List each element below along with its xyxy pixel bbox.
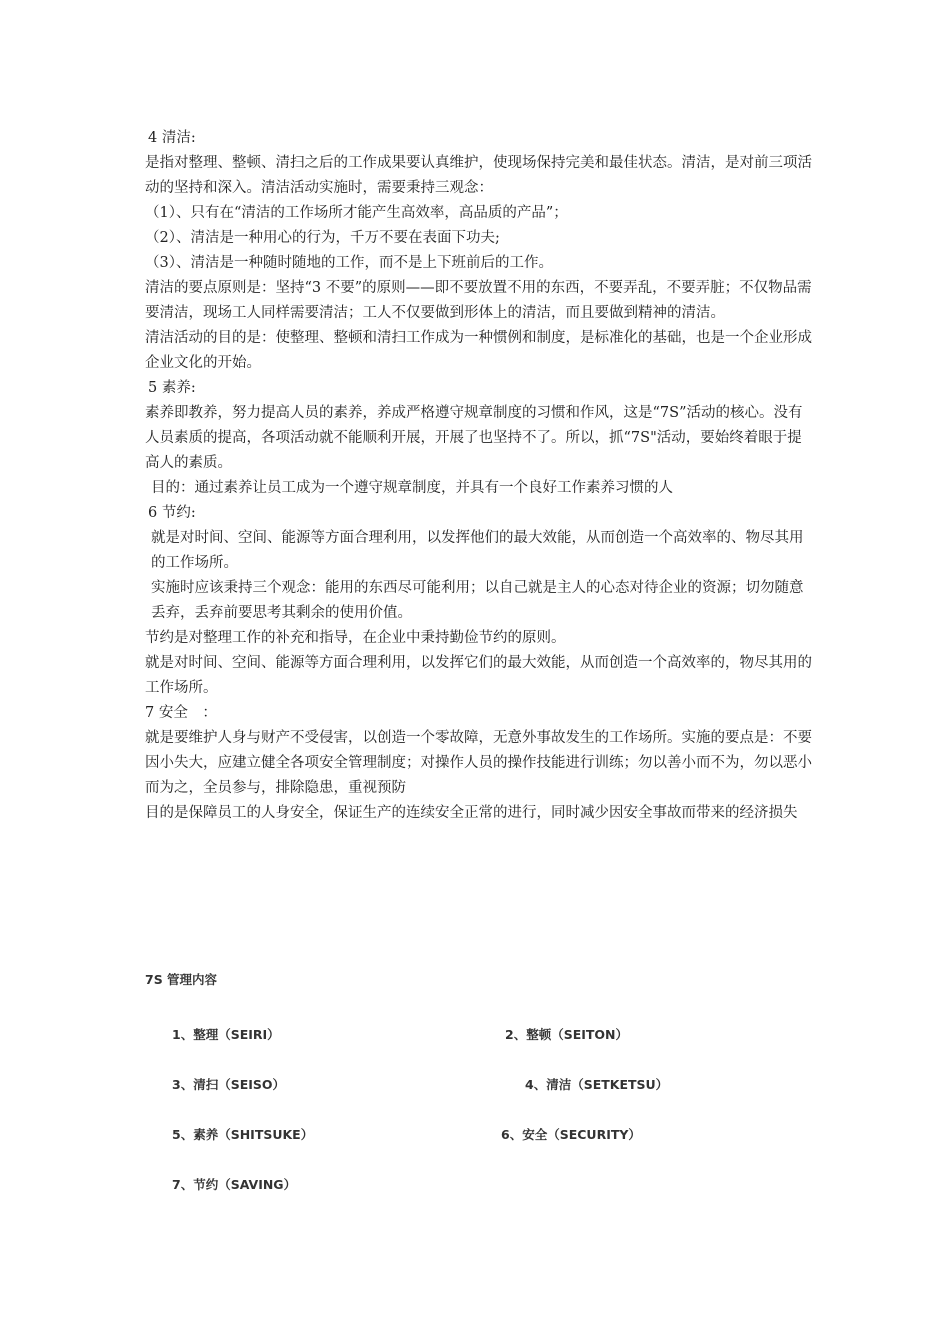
paragraph-saving-definition: 就是对时间、空间、能源等方面合理利用，以发挥他们的最大效能，从而创造一个高效率的、物尽其用的工作场所。 bbox=[151, 530, 804, 571]
list-item-saving: 7、节约（SAVING） bbox=[172, 1177, 297, 1192]
paragraph-saving-concepts: 实施时应该秉持三个观念：能用的东西尽可能利用；以自己就是主人的心态对待企业的资源；切勿随意丢弃，丢弃前要思考其剩余的使用价值。 bbox=[151, 580, 804, 621]
document-body bbox=[145, 126, 815, 826]
paragraph-safety-purpose: 目的是保障员工的人身安全，保证生产的连续安全正常的进行，同时减少因安全事故而带来的经济损失 bbox=[145, 805, 798, 821]
list-item-seiri: 1、整理（SEIRI） bbox=[172, 1027, 280, 1042]
paragraph-discipline-purpose: 目的：通过素养让员工成为一个遵守规章制度，并具有一个良好工作素养习惯的人 bbox=[151, 480, 673, 496]
paragraph-discipline-definition: 素养即教养，努力提高人员的素养，养成严格遵守规章制度的习惯和作风，这是“7S”活动的核心。没有人员素质的提高，各项活动就不能顺利开展，开展了也坚持不了。所以，抓“7S"活动，要始终着眼于提高人的素质。 bbox=[145, 405, 803, 471]
list-item-seiso: 3、清扫（SEISO） bbox=[172, 1077, 286, 1092]
paragraph-cleanliness-principle: 清洁的要点原则是：坚持“3 不要”的原则——即不要放置不用的东西，不要弄乱，不要弄脏；不仅物品需要清洁，现场工人同样需要清洁；工人不仅要做到形体上的清洁，而且要做到精神的清洁。 bbox=[145, 280, 812, 321]
paragraph-saving-guidance: 节约是对整理工作的补充和指导，在企业中秉持勤俭节约的原则。 bbox=[145, 630, 566, 646]
list-item-concept-3: （3）、清洁是一种随时随地的工作，而不是上下班前后的工作。 bbox=[145, 255, 553, 271]
heading-cleanliness: 4 清洁: bbox=[148, 130, 196, 146]
management-contents-title: 7S 管理内容 bbox=[145, 972, 218, 987]
paragraph-cleanliness-definition: 是指对整理、整顿、清扫之后的工作成果要认真维护，使现场保持完美和最佳状态。清洁，是对前三项活动的坚持和深入。清洁活动实施时，需要秉持三观念： bbox=[145, 155, 812, 196]
heading-safety: 7 安全 ： bbox=[145, 705, 217, 721]
list-item-seiton: 2、整顿（SEITON） bbox=[505, 1027, 629, 1042]
heading-discipline: 5 素养: bbox=[148, 380, 196, 396]
paragraph-safety-definition: 就是要维护人身与财产不受侵害，以创造一个零故障，无意外事故发生的工作场所。实施的要点是：不要因小失大，应建立健全各项安全管理制度；对操作人员的操作技能进行训练；勿以善小而不为，勿以恶小而为之，全员参与，排除隐患，重视预防 bbox=[145, 730, 812, 796]
list-item-shitsuke: 5、素养（SHITSUKE） bbox=[172, 1127, 314, 1142]
list-item-concept-1: （1）、只有在“清洁的工作场所才能产生高效率，高品质的产品”； bbox=[145, 205, 568, 221]
paragraph-saving-repeat: 就是对时间、空间、能源等方面合理利用，以发挥它们的最大效能，从而创造一个高效率的，物尽其用的工作场所。 bbox=[145, 655, 812, 696]
list-item-setketsu: 4、清洁（SETKETSU） bbox=[525, 1077, 669, 1092]
list-item-concept-2: （2）、清洁是一种用心的行为，千万不要在表面下功夫; bbox=[145, 230, 500, 246]
heading-saving: 6 节约: bbox=[148, 505, 196, 521]
list-item-security: 6、安全（SECURITY） bbox=[501, 1127, 641, 1142]
paragraph-cleanliness-purpose: 清洁活动的目的是：使整理、整顿和清扫工作成为一种惯例和制度，是标准化的基础，也是一个企业形成企业文化的开始。 bbox=[145, 330, 812, 371]
